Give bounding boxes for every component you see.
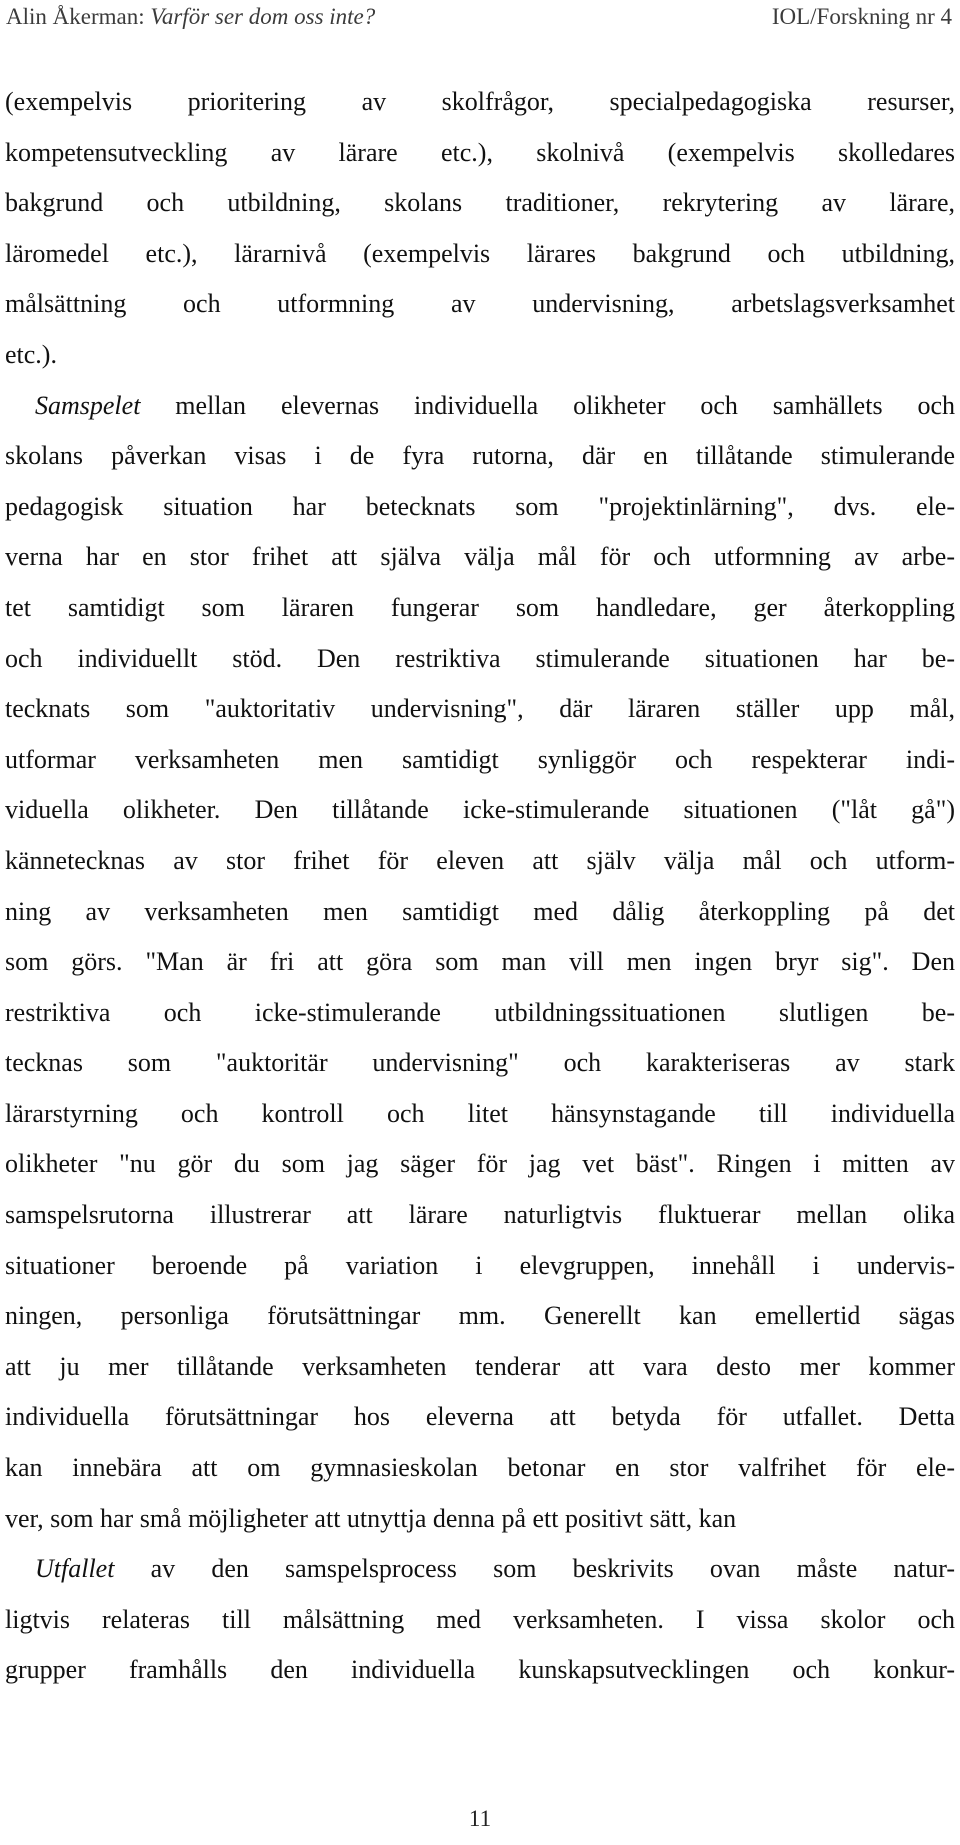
text-line: ligtvis relateras till målsättning med verksamheten. I vissa skolor och bbox=[5, 1604, 955, 1634]
text-line: målsättning och utformning av undervisning, arbetslagsverksamhet bbox=[5, 289, 955, 319]
text-line: lärarstyrning och kontroll och litet hänsynstagande till individuella bbox=[5, 1098, 955, 1128]
text-line: kännetecknas av stor frihet för eleven att själv välja mål och utform- bbox=[5, 845, 955, 875]
text-line: olikheter "nu gör du som jag säger för jag vet bäst". Ringen i mitten av bbox=[5, 1149, 955, 1179]
text-line: skolans påverkan visas i de fyra rutorna, där en tillåtande stimulerande bbox=[5, 441, 955, 471]
header-author: Alin Åkerman: bbox=[6, 4, 145, 29]
text-line: kan innebära att om gymnasieskolan betonar en stor valfrihet för ele- bbox=[5, 1453, 955, 1483]
paragraph-first-line bbox=[5, 381, 955, 432]
text-line: restriktiva och icke-stimulerande utbildningssituationen slutligen be- bbox=[5, 997, 955, 1027]
text-line: viduella olikheter. Den tillåtande icke-stimulerande situationen ("låt gå") bbox=[5, 795, 955, 825]
first-line-rest: av den samspelsprocess som beskrivits ovan måste natur- bbox=[114, 1554, 955, 1584]
header-title: Varför ser dom oss inte? bbox=[150, 4, 376, 29]
paragraph-first-line bbox=[5, 1544, 955, 1595]
text-line: ningen, personliga förutsättningar mm. Generellt kan emellertid sägas bbox=[5, 1301, 955, 1331]
text-line: grupper framhålls den individuella kunskapsutvecklingen och konkur- bbox=[5, 1655, 955, 1685]
text-line: kompetensutveckling av lärare etc.), skolnivå (exempelvis skolledares bbox=[5, 137, 955, 167]
text-line: (exempelvis prioritering av skolfrågor, specialpedagogiska resurser, bbox=[5, 87, 955, 116]
text-line: situationer beroende på variation i elevgruppen, innehåll i undervis- bbox=[5, 1250, 955, 1280]
text-line: tecknas som "auktoritär undervisning" och karakteriseras av stark bbox=[5, 1048, 955, 1078]
text-line: ning av verksamheten men samtidigt med dålig återkoppling på det bbox=[5, 896, 955, 926]
page-number: 11 bbox=[468, 1806, 492, 1831]
text-line: ver, som har små möjligheter att utnyttja denna på ett positivt sätt, kan bbox=[5, 1503, 737, 1533]
text-line: läromedel etc.), lärarnivå (exempelvis lärares bakgrund och utbildning, bbox=[5, 238, 955, 268]
text-line: och individuellt stöd. Den restriktiva stimulerande situationen har be- bbox=[5, 643, 955, 673]
text-line: pedagogisk situation har betecknats som "projektinlärning", dvs. ele- bbox=[5, 491, 955, 521]
text-line: att ju mer tillåtande verksamheten tenderar att vara desto mer kommer bbox=[5, 1351, 955, 1381]
header-author-title bbox=[6, 4, 375, 30]
text-line: som görs. "Man är fri att göra som man vill men ingen bryr sig". Den bbox=[5, 947, 955, 977]
first-line-rest: mellan elevernas individuella olikheter och samhällets och bbox=[140, 390, 955, 420]
text-line: tecknats som "auktoritativ undervisning", där läraren ställer upp mål, bbox=[5, 694, 955, 724]
text-line: utformar verksamheten men samtidigt synliggör och respekterar indi- bbox=[5, 744, 955, 774]
text-line: bakgrund och utbildning, skolans traditioner, rekrytering av lärare, bbox=[5, 188, 955, 218]
header-series: IOL/Forskning nr 4 bbox=[771, 4, 952, 29]
body-text bbox=[5, 77, 955, 1696]
lead-word: Utfallet bbox=[35, 1554, 115, 1584]
running-header bbox=[6, 4, 952, 38]
text-line: individuella förutsättningar hos eleverna att betyda för utfallet. Detta bbox=[5, 1402, 955, 1432]
text-line: tet samtidigt som läraren fungerar som handledare, ger återkoppling bbox=[5, 592, 955, 622]
lead-word: Samspelet bbox=[35, 390, 141, 420]
text-line: etc.). bbox=[5, 339, 57, 369]
text-line: verna har en stor frihet att själva välja mål för och utformning av arbe- bbox=[5, 542, 955, 572]
text-line: samspelsrutorna illustrerar att lärare naturligtvis fluktuerar mellan olika bbox=[5, 1200, 955, 1230]
